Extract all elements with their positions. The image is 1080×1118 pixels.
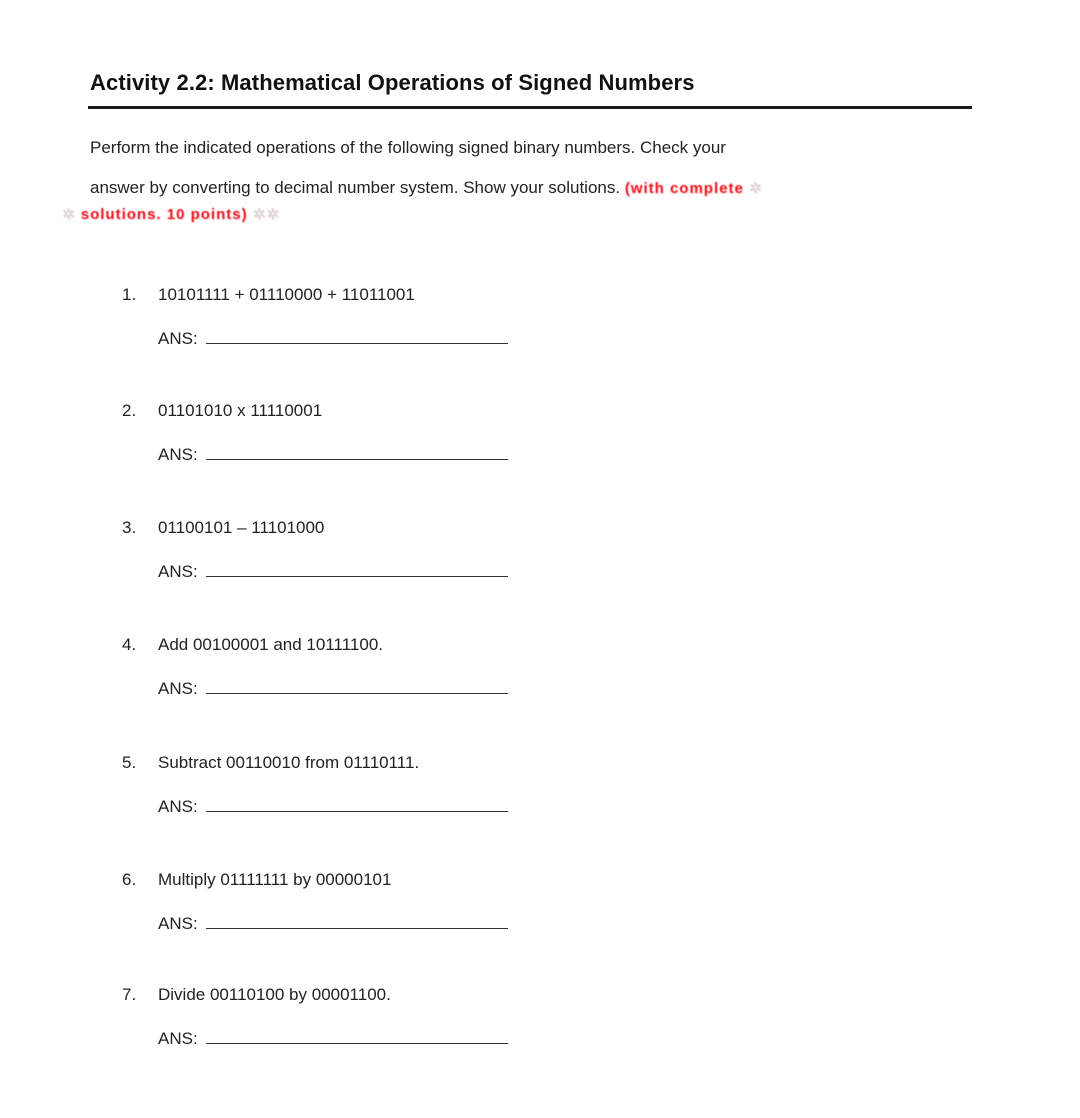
- obscured-text-content: (with complete: [624, 180, 744, 197]
- question-text: Subtract 00110010 from 01110111.: [158, 753, 420, 772]
- answer-row: [158, 558, 508, 582]
- question-number: 6.: [122, 870, 137, 889]
- instructions: [90, 128, 990, 209]
- answer-blank[interactable]: [206, 1042, 508, 1044]
- answer-blank[interactable]: [206, 342, 508, 344]
- sparkle-icon: ✲: [62, 206, 81, 223]
- question-line: [122, 870, 508, 894]
- question-number: 4.: [122, 635, 137, 654]
- answer-label: ANS:: [158, 1029, 198, 1048]
- obscured-text-line-3-content: solutions. 10 points): [80, 206, 248, 223]
- question-text: 01101010 x 11110001: [158, 401, 323, 420]
- question-5: [122, 753, 508, 817]
- answer-blank[interactable]: [206, 692, 508, 694]
- answer-row: [158, 793, 508, 817]
- instructions-line-2-text: answer by converting to decimal number system. Show your solutions.: [90, 178, 621, 197]
- instructions-line-1: Perform the indicated operations of the following signed binary numbers. Check your: [90, 138, 726, 157]
- answer-row: [158, 675, 508, 699]
- answer-blank[interactable]: [206, 810, 508, 812]
- question-text: 01100101 – 11101000: [158, 518, 325, 537]
- question-2: [122, 401, 508, 465]
- obscured-text: [625, 169, 763, 209]
- answer-row: [158, 441, 508, 465]
- answer-blank[interactable]: [206, 927, 508, 929]
- answer-label: ANS:: [158, 329, 198, 348]
- page-title: Activity 2.2: Mathematical Operations of Signed Numbers: [90, 70, 695, 95]
- question-number: 5.: [122, 753, 137, 772]
- answer-label: ANS:: [158, 562, 198, 581]
- answer-label: ANS:: [158, 679, 198, 698]
- sparkle-icon: ✲✲: [247, 206, 280, 223]
- title-underline: [88, 106, 972, 109]
- question-line: [122, 985, 508, 1009]
- sparkle-icon: ✲: [743, 180, 763, 197]
- answer-blank[interactable]: [206, 458, 508, 460]
- answer-label: ANS:: [158, 797, 198, 816]
- answer-blank[interactable]: [206, 575, 508, 577]
- answer-row: [158, 910, 508, 934]
- question-4: [122, 635, 508, 699]
- question-line: [122, 518, 508, 542]
- answer-label: ANS:: [158, 445, 198, 464]
- question-number: 2.: [122, 401, 137, 420]
- question-7: [122, 985, 508, 1049]
- answer-label: ANS:: [158, 914, 198, 933]
- obscured-text-line-3: [62, 205, 280, 223]
- question-text: Multiply 01111111 by 00000101: [158, 870, 392, 889]
- instructions-line-2: [90, 168, 990, 209]
- question-text: Add 00100001 and 10111100.: [158, 635, 383, 654]
- question-line: [122, 753, 508, 777]
- answer-row: [158, 325, 508, 349]
- question-text: 10101111 + 01110000 + 11011001: [158, 285, 415, 304]
- question-text: Divide 00110100 by 00001100.: [158, 985, 391, 1004]
- question-line: [122, 285, 508, 309]
- question-number: 3.: [122, 518, 137, 537]
- question-1: [122, 285, 508, 349]
- question-6: [122, 870, 508, 934]
- question-line: [122, 401, 508, 425]
- question-3: [122, 518, 508, 582]
- question-number: 1.: [122, 285, 137, 304]
- question-line: [122, 635, 508, 659]
- question-number: 7.: [122, 985, 137, 1004]
- answer-row: [158, 1025, 508, 1049]
